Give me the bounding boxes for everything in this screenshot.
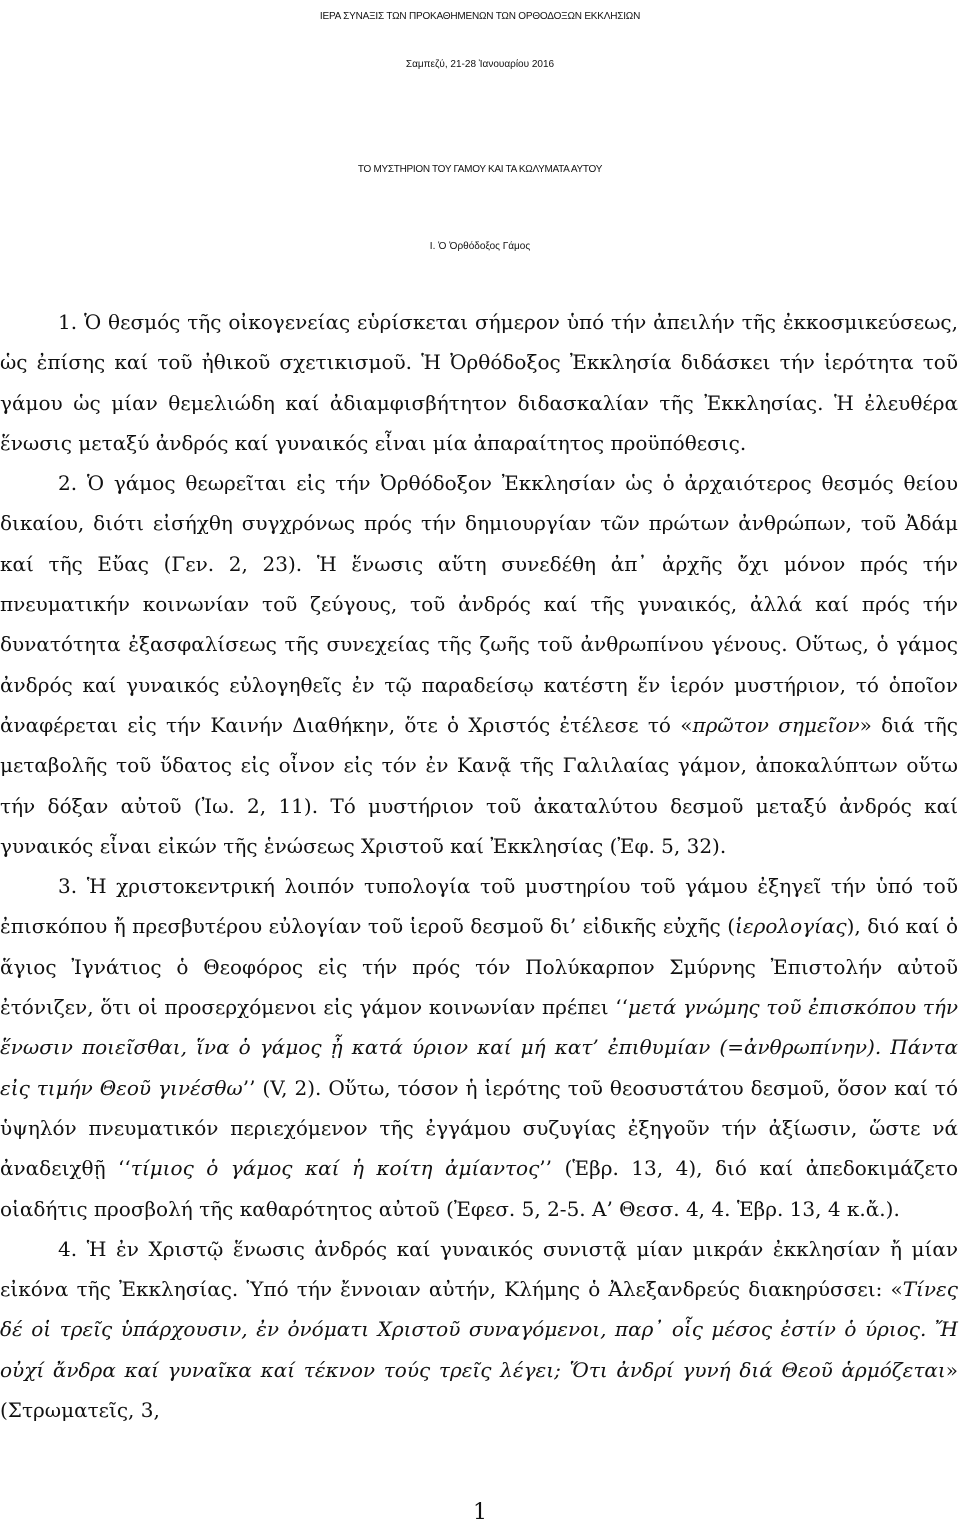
body-text bbox=[0, 302, 958, 1430]
italic-quote: μετά γνώμης τοῦ ἐπισκόπου τήν ἕνωσιν ποιεῖσθαι, ἵνα ὁ γάμος ᾖ κατά ύριον καί μή κατ’ ἐπιθυμίαν (=ἀνθρωπίνην). Πάντα εἰς τιμήν Θεοῦ γινέσθω bbox=[0, 995, 959, 1100]
text-run: » (Στρωματεῖς, 3, bbox=[0, 1357, 958, 1423]
paragraph-4 bbox=[0, 1229, 958, 1430]
page-number: 1 bbox=[473, 1500, 487, 1525]
paragraph-2 bbox=[0, 463, 958, 866]
italic-quote: ἱερολογίας bbox=[735, 914, 847, 939]
document-title: ΤΟ ΜΥΣΤΗΡΙΟΝ ΤΟΥ ΓΑΜΟΥ ΚΑΙ ΤΑ ΚΩΛΥΜΑΤΑ ΑΥΤΟΥ bbox=[357, 164, 603, 175]
text-run: 4. Ἡ ἐν Χριστῷ ἕνωσις ἀνδρός καί γυναικός συνιστᾷ μίαν μικράν ἐκκλησίαν ἤ μίαν εἰκόνα τῆς Ἐκκλησίας. Ὑπό τήν ἔννοιαν αὐτήν, Κλήμης ὁ Ἀλεξανδρεύς διακηρύσσει: « bbox=[0, 1236, 958, 1302]
italic-quote: πρῶτον σημεῖον bbox=[692, 712, 860, 737]
synod-heading: ΙΕΡΑ ΣΥΝΑΞΙΣ ΤΩΝ ΠΡΟΚΑΘΗΜΕΝΩΝ ΤΩΝ ΟΡΘΟΔΟΞΩΝ ΕΚΚΛΗΣΙΩΝ bbox=[319, 11, 641, 22]
italic-quote: Τίνες δέ οἱ τρεῖς ὑπάρχουσιν, ἐν ὀνόματι Χριστοῦ συναγόμενοι, παρ᾽ οἷς μέσος ἐστίν ὁ ύριος. Ἤ οὐχί ἄνδρα καί γυναῖκα καί τέκνον τούς τρεῖς λέγει; Ὅτι ἀνδρί γυνή διά Θεοῦ ἁρμόζεται bbox=[0, 1277, 958, 1382]
text-run: ), διό καί ὁ ἅγιος Ἰγνάτιος ὁ Θεοφόρος εἰς τήν πρός τόν Πολύκαρπον Σμύρνης Ἐπιστολήν αὐτοῦ ἐτόνιζεν, ὅτι οἱ προσερχόμενοι εἰς γάμον κοινωνίαν πρέπει ‘‘ bbox=[0, 914, 959, 1020]
text-run: 2. Ὁ γάμος θεωρεῖται εἰς τήν Ὀρθόδοξον Ἐκκλησίαν ὡς ὁ ἀρχαιότερος θεσμός θείου δικαίου, διότι εἰσήχθη συγχρόνως πρός τήν δημιουργίαν τῶν πρώτων ἀνθρώπων, τοῦ Ἀδάμ καί τῆς Εὔας (Γεν. 2, 23). Ἡ ἕνωσις αὕτη συνεδέθη ἀπ᾽ ἀρχῆς ὄχι μόνον πρός τήν πνευματικήν κοινωνίαν τοῦ ζεύγους, τοῦ ἀνδρός καί τῆς γυναικός, ἀλλά καί πρός τήν δυνατότητα ἐξασφαλίσεως τῆς συνεχείας τῆς ζωῆς τοῦ ἀνθρωπίνου γένους. Οὕτως, ὁ γάμος ἀνδρός καί γυναικός εὐλογηθεῖς ἐν τῷ παραδείσῳ κατέστη ἕν ἱερόν μυστήριον, τό ὁποῖον ἀναφέρεται εἰς τήν Καινήν Διαθήκην, ὅτε ὁ Χριστός ἐτέλεσε τό « bbox=[0, 471, 958, 737]
section-heading: Ι. Ὁ Ὀρθόδοξος Γάμος bbox=[429, 241, 531, 252]
text-run: » διά τῆς μεταβολῆς τοῦ ὕδατος εἰς οἶνον εἰς τόν ἐν Κανᾷ τῆς Γαλιλαίας γάμον, ἀποκαλύπτων οὕτω τήν δόξαν αὐτοῦ (Ἰω. 2, 11). Τό μυστήριον τοῦ ἀκαταλύτου δεσμοῦ μεταξύ ἀνδρός καί γυναικός εἶναι εἰκών τῆς ἑνώσεως Χριστοῦ καί Ἐκκλησίας (Ἐφ. 5, 32). bbox=[0, 712, 958, 858]
text-run: ’’ (V, 2). Οὕτω, τόσον ἡ ἱερότης τοῦ θεοσυστάτου δεσμοῦ, ὅσον καί τό ὑψηλόν πνευματικόν περιεχόμενον τῆς ἐγγάμου συζυγίας ἐξηγοῦν τήν ἀξίωσιν, ὥστε νά ἀναδειχθῇ ‘‘ bbox=[0, 1075, 958, 1181]
text-run: ’’ (Ἑβρ. 13, 4), διό καί ἀπεδοκιμάζετο οἱαδήτις προσβολή τῆς καθαρότητος αὐτοῦ (Ἐφεσ. 5, 2-5. Α’ Θεσσ. 4, 4. Ἑβρ. 13, 4 κ.ἄ.). bbox=[0, 1156, 959, 1221]
text-run: 1. Ὁ θεσμός τῆς οἰκογενείας εὑρίσκεται σήμερον ὑπό τήν ἀπειλήν τῆς ἐκκοσμικεύσεως, ὡς ἐπίσης καί τοῦ ἠθικοῦ σχετικισμοῦ. Ἡ Ὀρθόδοξος Ἐκκλησία διδάσκει τήν ἱερότητα τοῦ γάμου ὡς μίαν θεμελιώδη καί ἀδιαμφισβήτητον διδασκαλίαν τῆς Ἐκκλησίας. Ἡ ἐλευθέρα ἕνωσις μεταξύ ἀνδρός καί γυναικός εἶναι μία ἀπαραίτητος προϋπόθεσις. bbox=[0, 310, 958, 455]
paragraph-1 bbox=[0, 302, 958, 463]
text-run: 3. Ἡ χριστοκεντρική λοιπόν τυπολογία τοῦ μυστηρίου τοῦ γάμου ἐξηγεῖ τήν ὑπό τοῦ ἐπισκόπου ἤ πρεσβυτέρου εὐλογίαν τοῦ ἱεροῦ δεσμοῦ δι’ εἰδικῆς εὐχῆς ( bbox=[0, 874, 958, 939]
place-date-line: Σαμπεζύ, 21-28 Ἰανουαρίου 2016 bbox=[405, 59, 555, 70]
paragraph-3 bbox=[0, 866, 958, 1229]
italic-quote: τίμιος ὁ γάμος καί ἡ κοίτη ἀμίαντος bbox=[130, 1156, 540, 1181]
